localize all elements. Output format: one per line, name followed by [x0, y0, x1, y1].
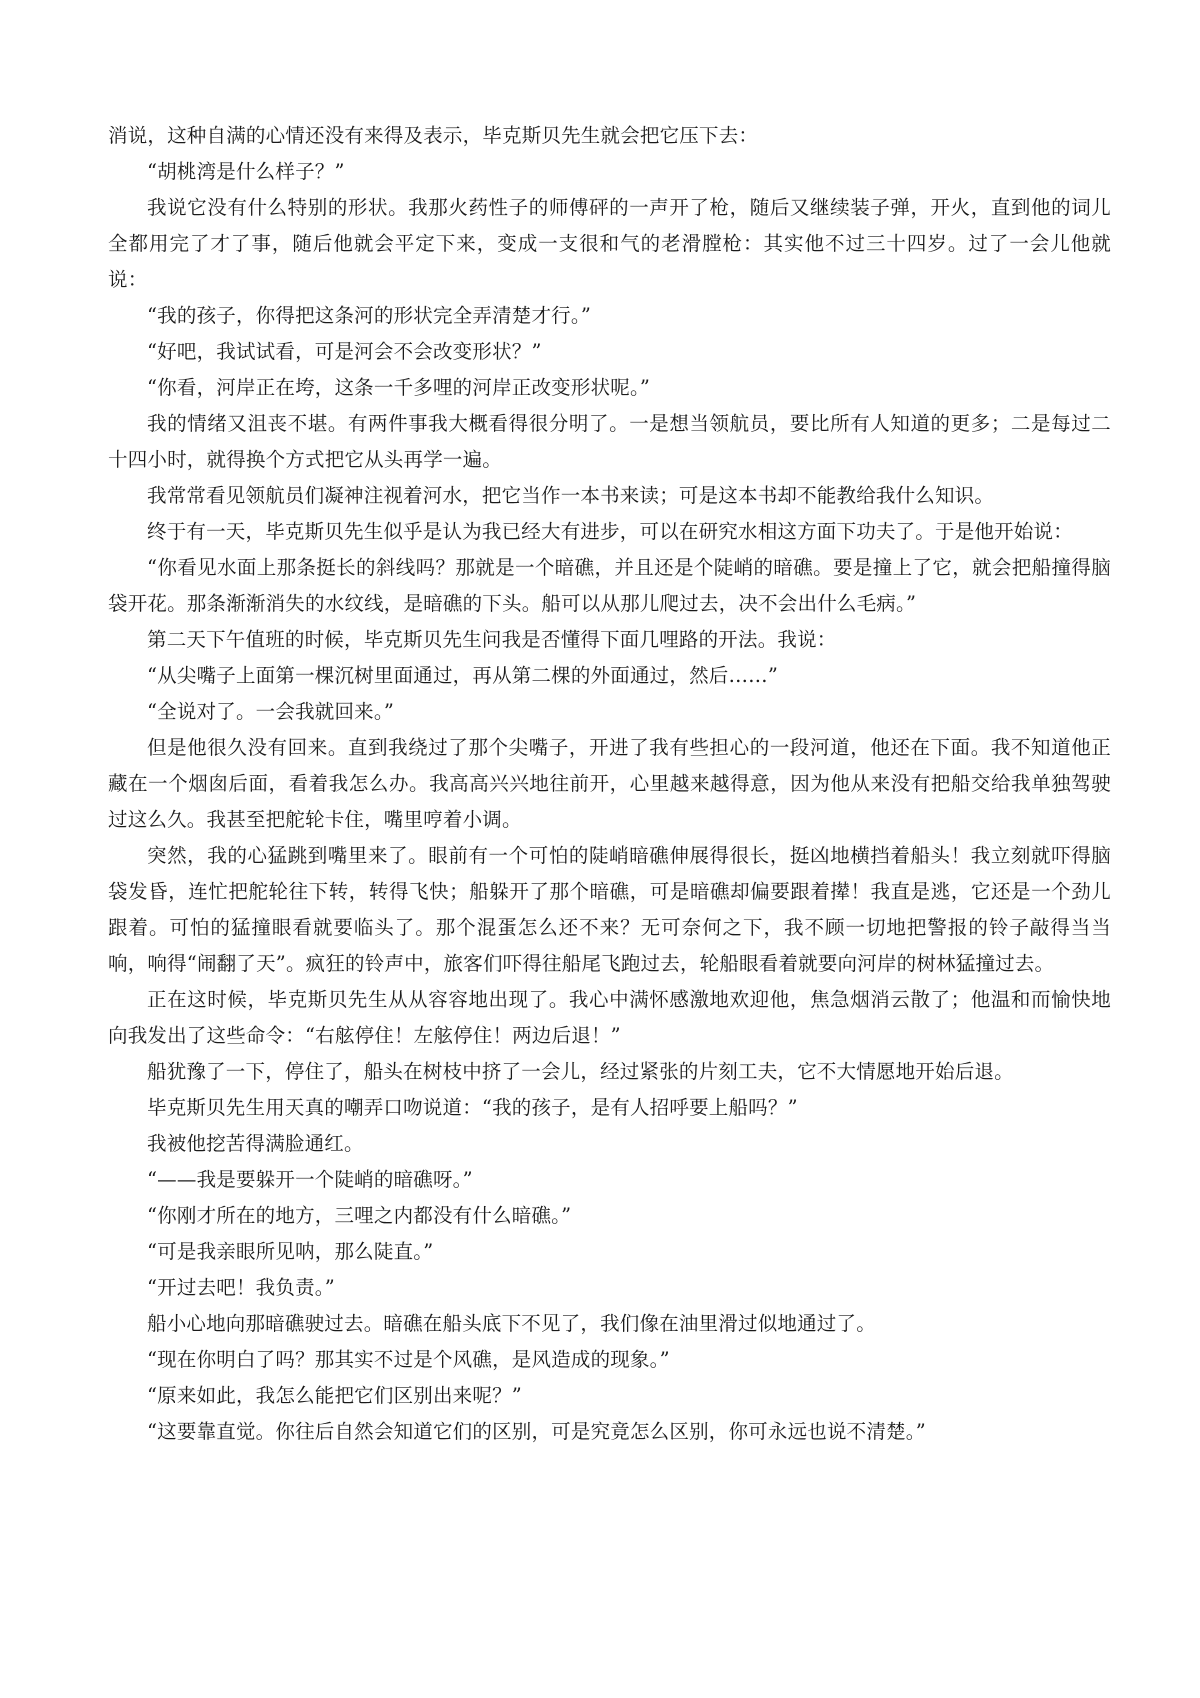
paragraph: 第二天下午值班的时候，毕克斯贝先生问我是否懂得下面几哩路的开法。我说： — [147, 628, 837, 651]
paragraph: 但是他很久没有回来。直到我绕过了那个尖嘴子，开进了我有些担心的一段河道，他还在下面。我不知道他正藏在一个烟囱后面，看着我怎么办。我高高兴兴地往前开，心里越来越得意，因为他从来没有把船交给我单独驾驶过这么久。我甚至把舵轮卡住，嘴里哼着小调。 — [108, 736, 1111, 831]
paragraph: “我的孩子，你得把这条河的形状完全弄清楚才行。” — [147, 304, 591, 327]
paragraph: 正在这时候，毕克斯贝先生从从容容地出现了。我心中满怀感激地欢迎他，焦急烟消云散了；他温和而愉快地向我发出了这些命令：“右舷停住！左舷停住！两边后退！” — [108, 988, 1111, 1047]
paragraph: 船小心地向那暗礁驶过去。暗礁在船头底下不见了，我们像在油里滑过似地通过了。 — [147, 1312, 876, 1335]
paragraph: “现在你明白了吗？那其实不过是个风礁，是风造成的现象。” — [147, 1348, 670, 1371]
paragraph: 船犹豫了一下，停住了，船头在树枝中挤了一会儿，经过紧张的片刻工夫，它不大情愿地开始后退。 — [147, 1060, 1014, 1083]
paragraph: “胡桃湾是什么样子？” — [147, 160, 345, 183]
paragraph: 我被他挖苦得满脸通红。 — [147, 1132, 364, 1155]
paragraph: “好吧，我试试看，可是河会不会改变形状？” — [147, 340, 542, 363]
paragraph: “这要靠直觉。你往后自然会知道它们的区别，可是究竟怎么区别，你可永远也说不清楚。” — [147, 1420, 926, 1443]
paragraph: 突然，我的心猛跳到嘴里来了。眼前有一个可怕的陡峭暗礁伸展得很长，挺凶地横挡着船头！我立刻就吓得脑袋发昏，连忙把舵轮往下转，转得飞快；船躲开了那个暗礁，可是暗礁却偏要跟着撵！我直是逃，它还是一个劲儿跟着。可怕的猛撞眼看就要临头了。那个混蛋怎么还不来？无可奈何之下，我不顾一切地把警报的铃子敲得当当响，响得“闹翻了天”。疯狂的铃声中，旅客们吓得往船尾飞跑过去，轮船眼看着就要向河岸的树林猛撞过去。 — [108, 844, 1111, 975]
paragraph: 我常常看见领航员们凝神注视着河水，把它当作一本书来读；可是这本书却不能教给我什么知识。 — [147, 484, 995, 507]
paragraph: “可是我亲眼所见呐，那么陡直。” — [147, 1240, 434, 1263]
paragraph: “——我是要躲开一个陡峭的暗礁呀。” — [147, 1168, 473, 1191]
paragraph: 消说，这种自满的心情还没有来得及表示，毕克斯贝先生就会把它压下去： — [108, 124, 759, 147]
paragraph: “你刚才所在的地方，三哩之内都没有什么暗礁。” — [147, 1204, 572, 1227]
paragraph: “你看见水面上那条挺长的斜线吗？那就是一个暗礁，并且还是个陡峭的暗礁。要是撞上了它，就会把船撞得脑袋开花。那条渐渐消失的水纹线，是暗礁的下头。船可以从那儿爬过去，决不会出什么毛病。” — [108, 556, 1111, 615]
paragraph: “从尖嘴子上面第一棵沉树里面通过，再从第二棵的外面通过，然后……” — [147, 664, 779, 687]
paragraph: 终于有一天，毕克斯贝先生似乎是认为我已经大有进步，可以在研究水相这方面下功夫了。于是他开始说： — [147, 520, 1073, 543]
paragraph: 我说它没有什么特别的形状。我那火药性子的师傅砰的一声开了枪，随后又继续装子弹，开火，直到他的词儿全都用完了才了事，随后他就会平定下来，变成一支很和气的老滑膛枪：其实他不过三十四岁。过了一会儿他就说： — [108, 196, 1111, 291]
paragraph: 我的情绪又沮丧不堪。有两件事我大概看得很分明了。一是想当领航员，要比所有人知道的更多；二是每过二十四小时，就得换个方式把它从头再学一遍。 — [108, 412, 1111, 471]
paragraph: 毕克斯贝先生用天真的嘲弄口吻说道：“我的孩子，是有人招呼要上船吗？” — [147, 1096, 798, 1119]
paragraph: “原来如此，我怎么能把它们区别出来呢？” — [147, 1384, 522, 1407]
paragraph: “全说对了。一会我就回来。” — [147, 700, 394, 723]
paragraph: “你看，河岸正在垮，这条一千多哩的河岸正改变形状呢。” — [147, 376, 651, 399]
document-body — [108, 118, 1111, 1450]
paragraph: “开过去吧！我负责。” — [147, 1276, 335, 1299]
